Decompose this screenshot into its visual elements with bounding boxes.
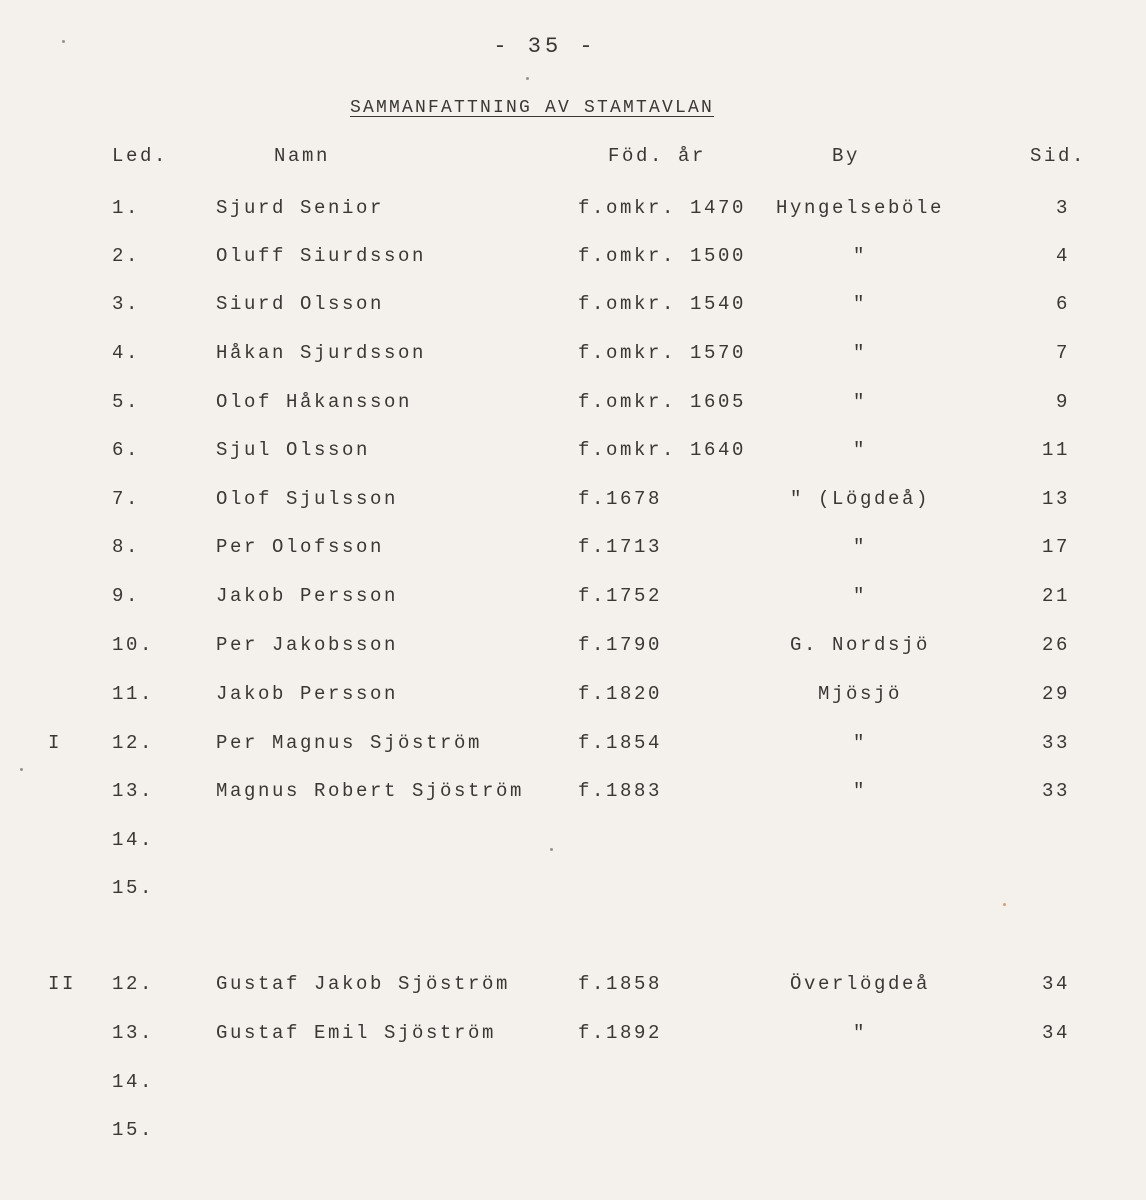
- row-page: 33: [1041, 732, 1070, 754]
- row-village: " (Lögdeå): [789, 488, 931, 510]
- header-page: Sid.: [1030, 145, 1087, 167]
- row-generation: 14.: [112, 829, 155, 851]
- row-generation: 2.: [112, 245, 141, 267]
- row-generation: 12.: [112, 973, 155, 995]
- row-village: G. Nordsjö: [789, 634, 931, 656]
- header-birth-year: Föd. år: [608, 145, 707, 167]
- row-name: Sjurd Senior: [216, 197, 385, 219]
- row-generation: 3.: [112, 293, 141, 315]
- row-name: Per Jakobsson: [216, 634, 399, 656]
- row-name: Oluff Siurdsson: [216, 245, 427, 267]
- row-birth-year: f.omkr. 1570: [578, 342, 747, 364]
- row-generation: 7.: [112, 488, 141, 510]
- row-village: ": [852, 245, 867, 267]
- row-generation: 15.: [112, 1119, 155, 1141]
- row-village: ": [852, 1022, 867, 1044]
- row-page: 21: [1041, 585, 1070, 607]
- row-village: ": [852, 439, 867, 461]
- row-generation: 14.: [112, 1071, 155, 1093]
- row-page: 6: [1055, 293, 1070, 315]
- row-generation: 4.: [112, 342, 141, 364]
- row-page: 17: [1041, 536, 1070, 558]
- row-page: 34: [1041, 973, 1070, 995]
- row-name: Jakob Persson: [216, 683, 399, 705]
- row-page: 26: [1041, 634, 1070, 656]
- row-birth-year: f.1892: [578, 1022, 663, 1044]
- row-page: 3: [1055, 197, 1070, 219]
- row-name: Gustaf Jakob Sjöström: [216, 973, 511, 995]
- row-page: 29: [1041, 683, 1070, 705]
- row-birth-year: f.1713: [578, 536, 663, 558]
- row-group-label: I: [48, 732, 63, 754]
- row-name: Olof Håkansson: [216, 391, 413, 413]
- row-name: Sjul Olsson: [216, 439, 371, 461]
- row-birth-year: f.omkr. 1540: [578, 293, 747, 315]
- row-generation: 5.: [112, 391, 141, 413]
- row-village: ": [852, 585, 867, 607]
- header-village: By: [832, 145, 861, 167]
- row-generation: 10.: [112, 634, 155, 656]
- row-village: ": [852, 780, 867, 802]
- row-name: Magnus Robert Sjöström: [216, 780, 525, 802]
- row-name: Olof Sjulsson: [216, 488, 399, 510]
- row-village: ": [852, 391, 867, 413]
- row-generation: 9.: [112, 585, 141, 607]
- row-village: Hyngelseböle: [775, 197, 945, 219]
- row-page: 7: [1055, 342, 1070, 364]
- row-generation: 1.: [112, 197, 141, 219]
- row-village: ": [852, 732, 867, 754]
- document-title: SAMMANFATTNING AV STAMTAVLAN: [350, 98, 715, 118]
- row-birth-year: f.omkr. 1640: [578, 439, 747, 461]
- row-village: ": [852, 342, 867, 364]
- row-generation: 15.: [112, 877, 155, 899]
- row-name: Siurd Olsson: [216, 293, 385, 315]
- row-page: 4: [1055, 245, 1070, 267]
- row-name: Per Olofsson: [216, 536, 385, 558]
- row-birth-year: f.1883: [578, 780, 663, 802]
- row-page: 11: [1041, 439, 1070, 461]
- row-page: 13: [1041, 488, 1070, 510]
- row-birth-year: f.1678: [578, 488, 663, 510]
- paper-speck: [550, 848, 553, 851]
- row-village: Överlögdeå: [789, 973, 931, 995]
- row-birth-year: f.1820: [578, 683, 663, 705]
- header-name: Namn: [274, 145, 331, 167]
- row-village: Mjösjö: [817, 683, 902, 705]
- paper-speck: [526, 77, 529, 80]
- row-birth-year: f.1790: [578, 634, 663, 656]
- row-generation: 6.: [112, 439, 141, 461]
- row-page: 9: [1055, 391, 1070, 413]
- row-generation: 12.: [112, 732, 155, 754]
- paper-speck: [62, 40, 65, 43]
- row-birth-year: f.omkr. 1500: [578, 245, 747, 267]
- row-name: Per Magnus Sjöström: [216, 732, 483, 754]
- page-number: - 35 -: [493, 34, 597, 59]
- paper-speck: [1003, 903, 1006, 906]
- row-birth-year: f.1752: [578, 585, 663, 607]
- row-village: ": [852, 293, 867, 315]
- row-group-label: II: [48, 973, 77, 995]
- row-generation: 13.: [112, 1022, 155, 1044]
- row-page: 33: [1041, 780, 1070, 802]
- row-generation: 13.: [112, 780, 155, 802]
- paper-speck: [20, 768, 23, 771]
- row-village: ": [852, 536, 867, 558]
- row-name: Gustaf Emil Sjöström: [216, 1022, 497, 1044]
- row-birth-year: f.1854: [578, 732, 663, 754]
- row-page: 34: [1041, 1022, 1070, 1044]
- row-birth-year: f.omkr. 1470: [578, 197, 747, 219]
- row-birth-year: f.1858: [578, 973, 663, 995]
- row-name: Håkan Sjurdsson: [216, 342, 427, 364]
- row-generation: 8.: [112, 536, 141, 558]
- row-name: Jakob Persson: [216, 585, 399, 607]
- header-led: Led.: [112, 145, 169, 167]
- row-birth-year: f.omkr. 1605: [578, 391, 747, 413]
- row-generation: 11.: [112, 683, 155, 705]
